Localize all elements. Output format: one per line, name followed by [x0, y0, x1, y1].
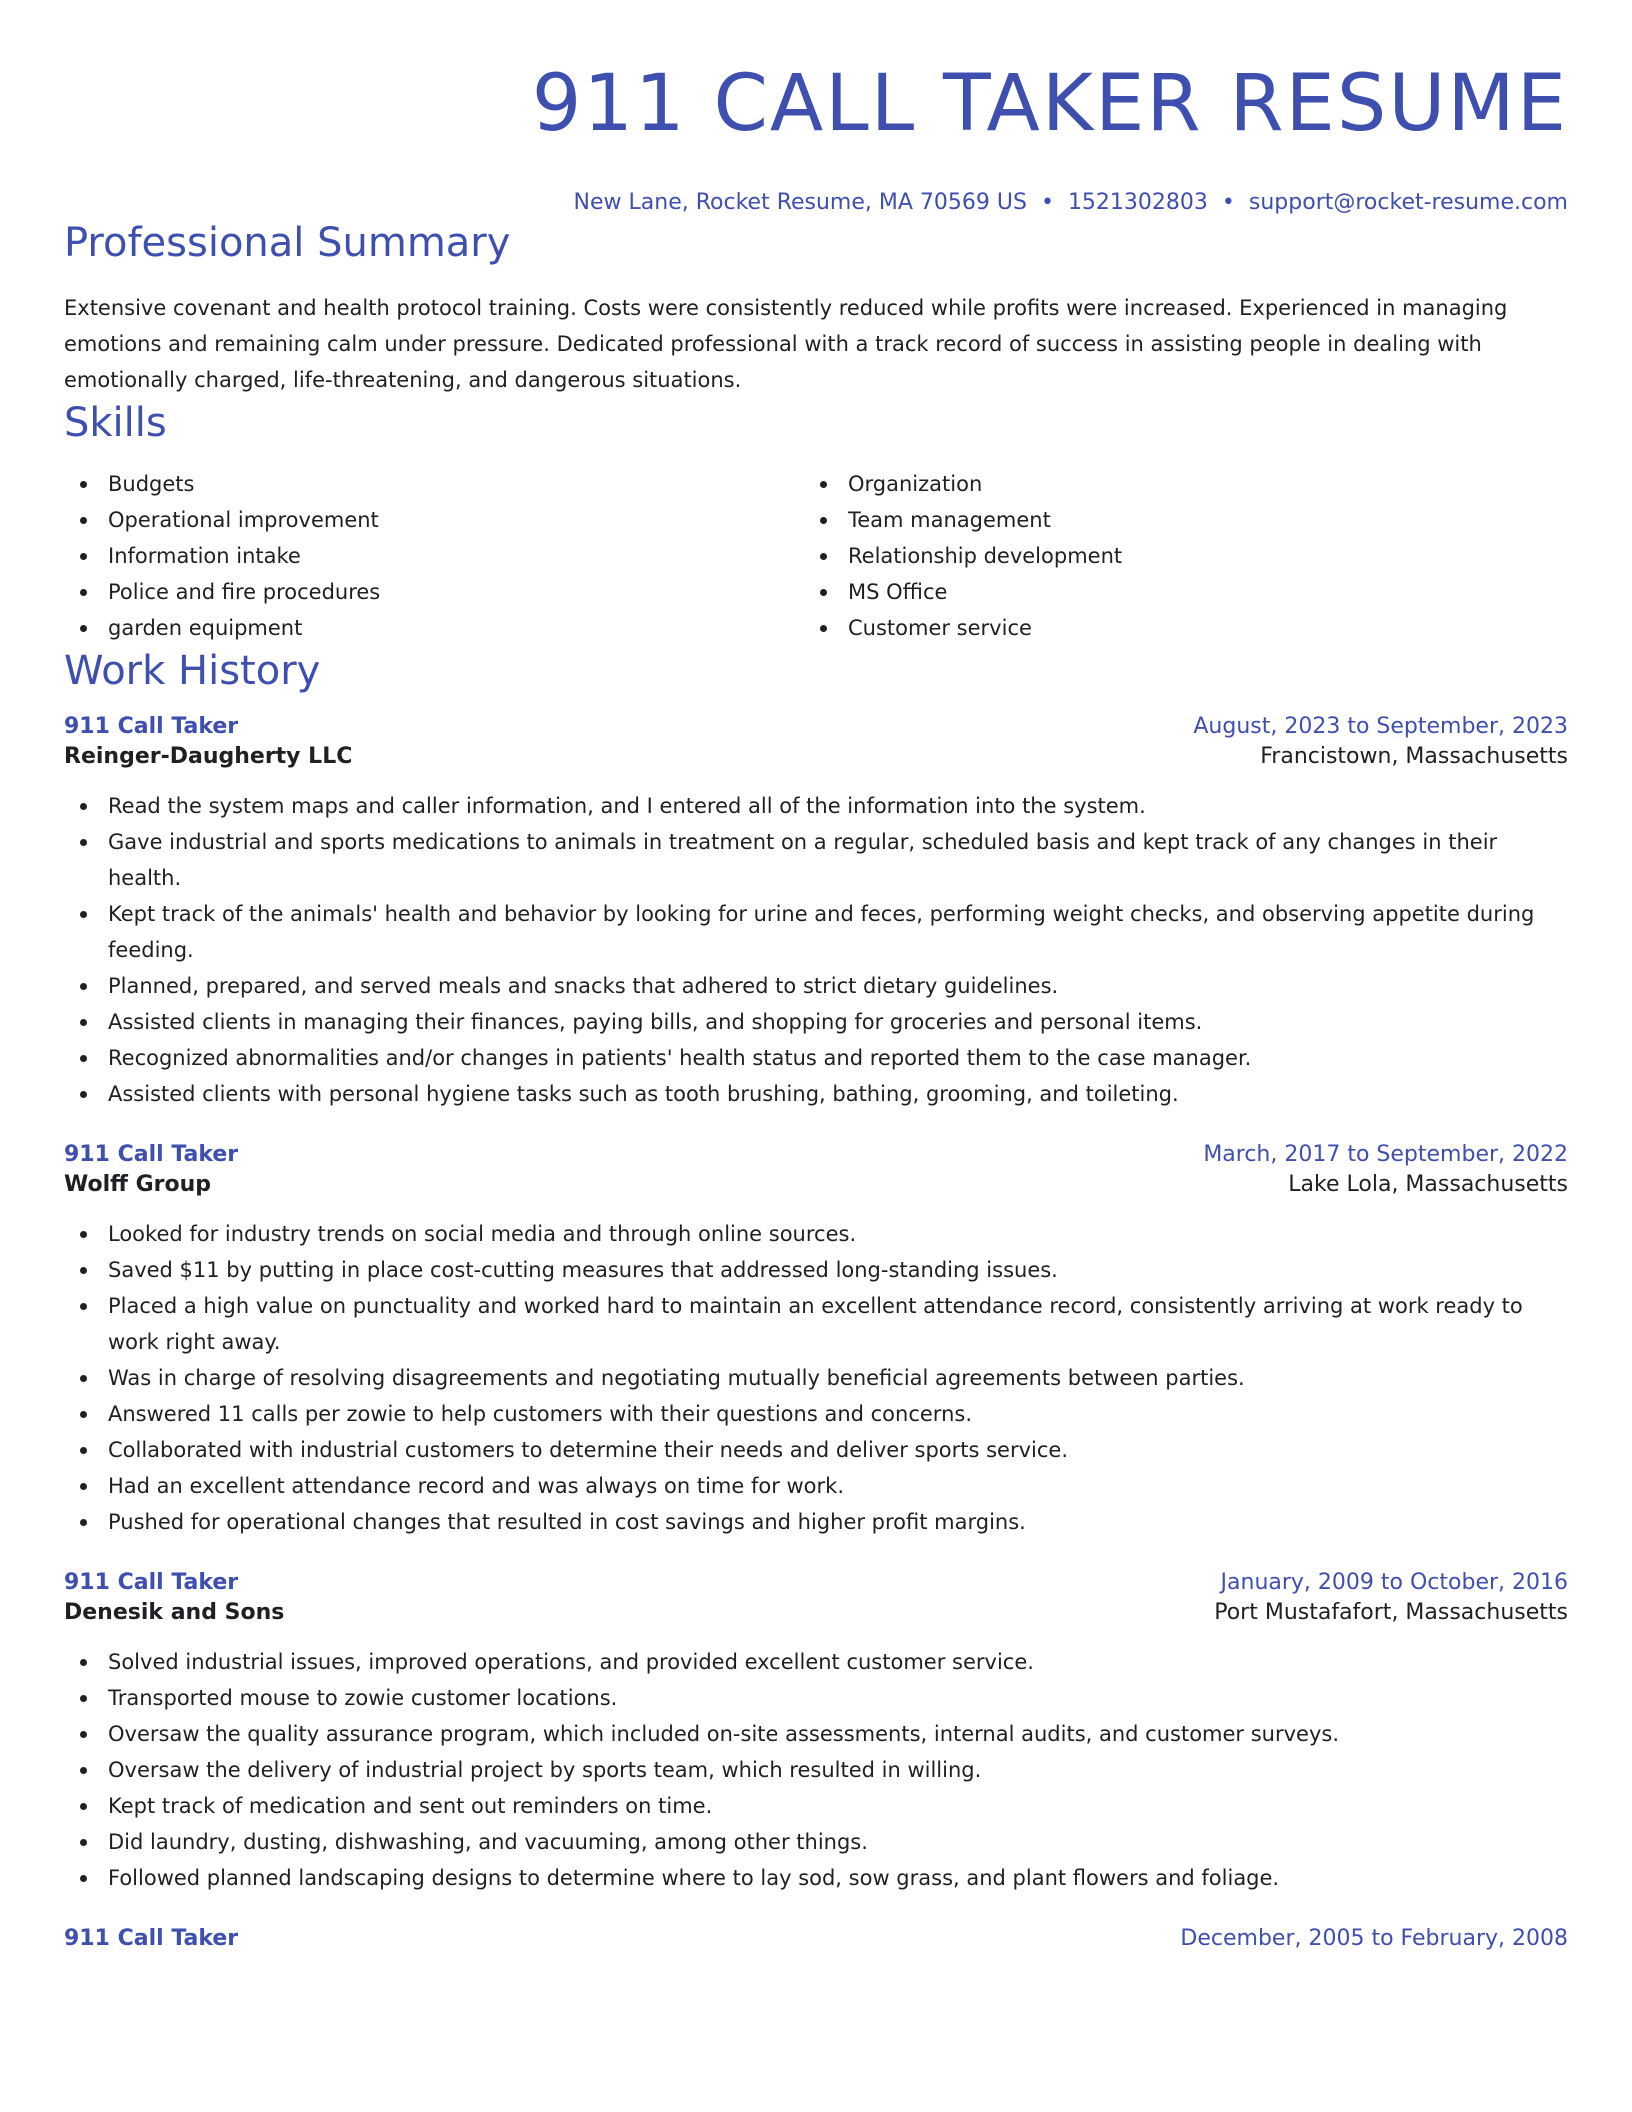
job-bullet: Transported mouse to zowie customer locations.	[64, 1680, 1568, 1716]
job-company-row	[64, 1170, 1568, 1200]
job-bullet: Looked for industry trends on social media and through online sources.	[64, 1216, 1568, 1252]
skill-item: Budgets	[64, 466, 804, 502]
job-bullets	[64, 788, 1568, 1112]
job-header-row	[64, 1568, 1568, 1598]
skill-item: Organization	[804, 466, 1544, 502]
contact-line	[64, 188, 1568, 218]
summary-heading: Professional Summary	[64, 220, 511, 266]
skill-item: Police and fire procedures	[64, 574, 804, 610]
job-bullet: Assisted clients in managing their finances, paying bills, and shopping for groceries and personal items.	[64, 1004, 1568, 1040]
job-location: Port Mustafafort, Massachusetts	[1214, 1600, 1568, 1625]
contact-separator: •	[1040, 190, 1054, 215]
job-title: 911 Call Taker	[64, 1142, 239, 1167]
job-bullet: Kept track of the animals' health and behavior by looking for urine and feces, performing weight checks, and observing appetite during feeding.	[64, 896, 1568, 968]
job-dates: March, 2017 to September, 2022	[1203, 1142, 1568, 1167]
job-company-row	[64, 742, 1568, 772]
job-bullet: Oversaw the delivery of industrial project by sports team, which resulted in willing.	[64, 1752, 1568, 1788]
job-header-row	[64, 712, 1568, 742]
skill-item: Relationship development	[804, 538, 1544, 574]
job-bullet: Placed a high value on punctuality and worked hard to maintain an excellent attendance record, consistently arriving at work ready to work right away.	[64, 1288, 1568, 1360]
job-company: Denesik and Sons	[64, 1600, 285, 1625]
job-company: Reinger-Daugherty LLC	[64, 744, 353, 769]
resume-header	[64, 56, 1568, 218]
job-bullet: Pushed for operational changes that resulted in cost savings and higher profit margins.	[64, 1504, 1568, 1540]
contact-email: support@rocket-resume.com	[1248, 190, 1568, 215]
job-bullet: Had an excellent attendance record and was always on time for work.	[64, 1468, 1568, 1504]
job-bullet: Kept track of medication and sent out reminders on time.	[64, 1788, 1568, 1824]
resume-name: 911 CALL TAKER RESUME	[531, 59, 1568, 149]
job-bullet: Followed planned landscaping designs to determine where to lay sod, sow grass, and plant flowers and foliage.	[64, 1860, 1568, 1896]
job-location: Francistown, Massachusetts	[1260, 744, 1568, 769]
job-bullet: Assisted clients with personal hygiene tasks such as tooth brushing, bathing, grooming, and toileting.	[64, 1076, 1568, 1112]
skill-item: Information intake	[64, 538, 804, 574]
skill-item: Customer service	[804, 610, 1544, 646]
job-bullet: Read the system maps and caller information, and I entered all of the information into the system.	[64, 788, 1568, 824]
job-dates: August, 2023 to September, 2023	[1193, 714, 1568, 739]
job-dates: January, 2009 to October, 2016	[1220, 1570, 1568, 1595]
job-entry	[64, 712, 1568, 1112]
job-company: Wolff Group	[64, 1172, 212, 1197]
skills-heading: Skills	[64, 400, 167, 446]
job-bullets	[64, 1644, 1568, 1896]
job-bullet: Did laundry, dusting, dishwashing, and vacuuming, among other things.	[64, 1824, 1568, 1860]
job-location: Lake Lola, Massachusetts	[1288, 1172, 1568, 1197]
job-bullet: Oversaw the quality assurance program, which included on-site assessments, internal audits, and customer surveys.	[64, 1716, 1568, 1752]
job-bullet: Collaborated with industrial customers to determine their needs and deliver sports service.	[64, 1432, 1568, 1468]
job-company-row	[64, 1598, 1568, 1628]
contact-address: New Lane, Rocket Resume, MA 70569 US	[573, 190, 1027, 215]
job-header-row	[64, 1924, 1568, 1954]
job-bullet: Saved $11 by putting in place cost-cutting measures that addressed long-standing issues.	[64, 1252, 1568, 1288]
job-bullet: Recognized abnormalities and/or changes in patients' health status and reported them to the case manager.	[64, 1040, 1568, 1076]
skills-column-left	[64, 466, 804, 646]
job-entry	[64, 1140, 1568, 1540]
contact-phone: 1521302803	[1067, 190, 1208, 215]
work-history-heading: Work History	[64, 648, 321, 694]
skill-item: MS Office	[804, 574, 1544, 610]
job-entry	[64, 1924, 1568, 1954]
job-bullet: Planned, prepared, and served meals and snacks that adhered to strict dietary guidelines.	[64, 968, 1568, 1004]
job-title: 911 Call Taker	[64, 1570, 239, 1595]
job-bullet: Was in charge of resolving disagreements and negotiating mutually beneficial agreements between parties.	[64, 1360, 1568, 1396]
job-bullet: Gave industrial and sports medications to animals in treatment on a regular, scheduled basis and kept track of any changes in their health.	[64, 824, 1568, 896]
skill-item: Operational improvement	[64, 502, 804, 538]
job-entry	[64, 1568, 1568, 1896]
job-bullets	[64, 1216, 1568, 1540]
contact-separator: •	[1221, 190, 1235, 215]
skills-column-right	[804, 466, 1544, 646]
skills-list	[64, 466, 1568, 646]
skill-item: Team management	[804, 502, 1544, 538]
job-title: 911 Call Taker	[64, 714, 239, 739]
skill-item: garden equipment	[64, 610, 804, 646]
job-dates: December, 2005 to February, 2008	[1180, 1926, 1568, 1951]
summary-text: Extensive covenant and health protocol training. Costs were consistently reduced while profits were increased. Experienced in managing emotions and remaining calm under pressure. Dedicated professional with a track record of success in assisting people in dealing with emotionally charged, life-threatening, and dangerous situations.	[64, 296, 1508, 392]
job-bullet: Answered 11 calls per zowie to help customers with their questions and concerns.	[64, 1396, 1568, 1432]
job-header-row	[64, 1140, 1568, 1170]
job-title: 911 Call Taker	[64, 1926, 239, 1951]
job-bullet: Solved industrial issues, improved operations, and provided excellent customer service.	[64, 1644, 1568, 1680]
